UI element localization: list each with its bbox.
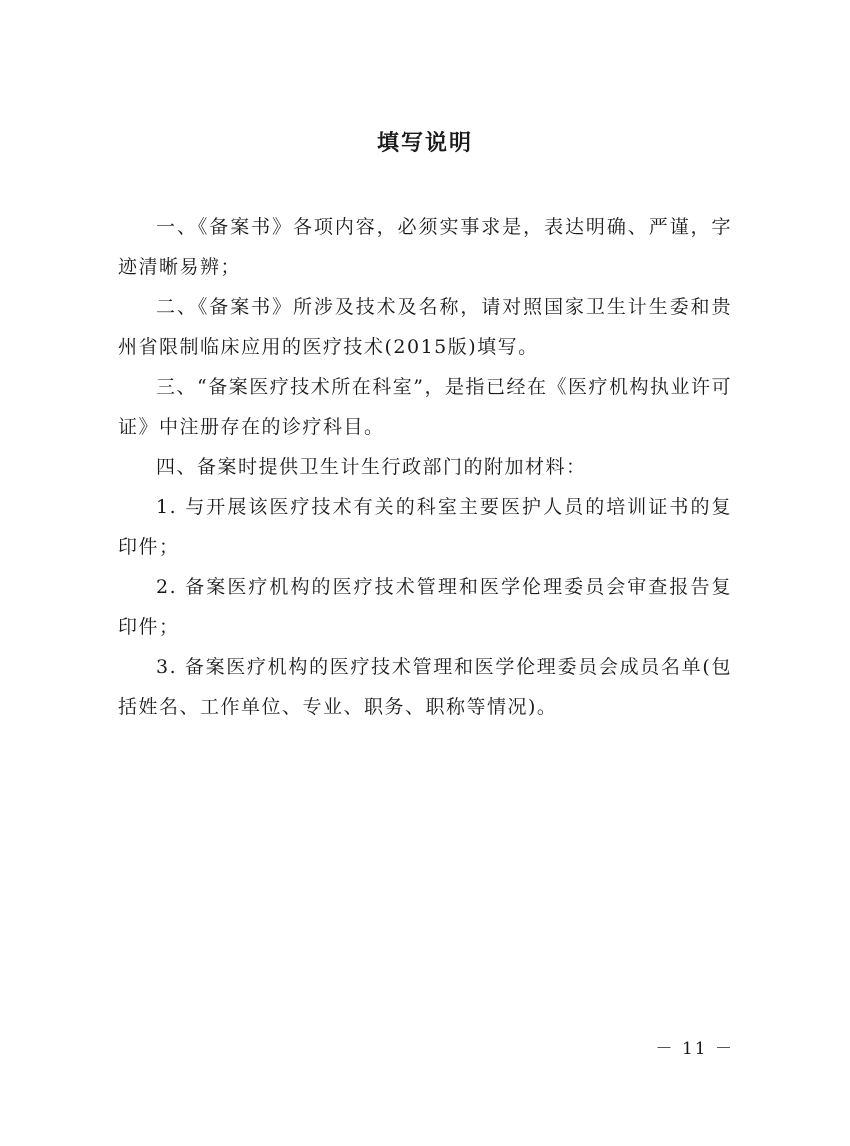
material-item-1: 1. 与开展该医疗技术有关的科室主要医护人员的培训证书的复印件； xyxy=(118,496,732,558)
instruction-paragraph-3: 三、“备案医疗技术所在科室”，是指已经在《医疗机构执业许可证》中注册存在的诊疗科目。 xyxy=(118,376,732,438)
page-title: 填写说明 xyxy=(376,130,473,156)
instruction-paragraph-4: 四、备案时提供卫生计生行政部门的附加材料： xyxy=(156,456,587,478)
material-item-3: 3. 备案医疗机构的医疗技术管理和医学伦理委员会成员名单(包括姓名、工作单位、专业、职务、职称等情况)。 xyxy=(118,656,732,718)
instructions-body xyxy=(118,207,732,727)
instruction-paragraph-2: 二、《备案书》所涉及技术及名称，请对照国家卫生计生委和贵州省限制临床应用的医疗技术(2015版)填写。 xyxy=(118,296,732,358)
page-number: － 11 － xyxy=(655,1039,734,1059)
instruction-paragraph-1: 一、《备案书》各项内容，必须实事求是，表达明确、严谨，字迹清晰易辨； xyxy=(118,216,732,278)
material-item-2: 2. 备案医疗机构的医疗技术管理和医学伦理委员会审查报告复印件； xyxy=(118,576,732,638)
